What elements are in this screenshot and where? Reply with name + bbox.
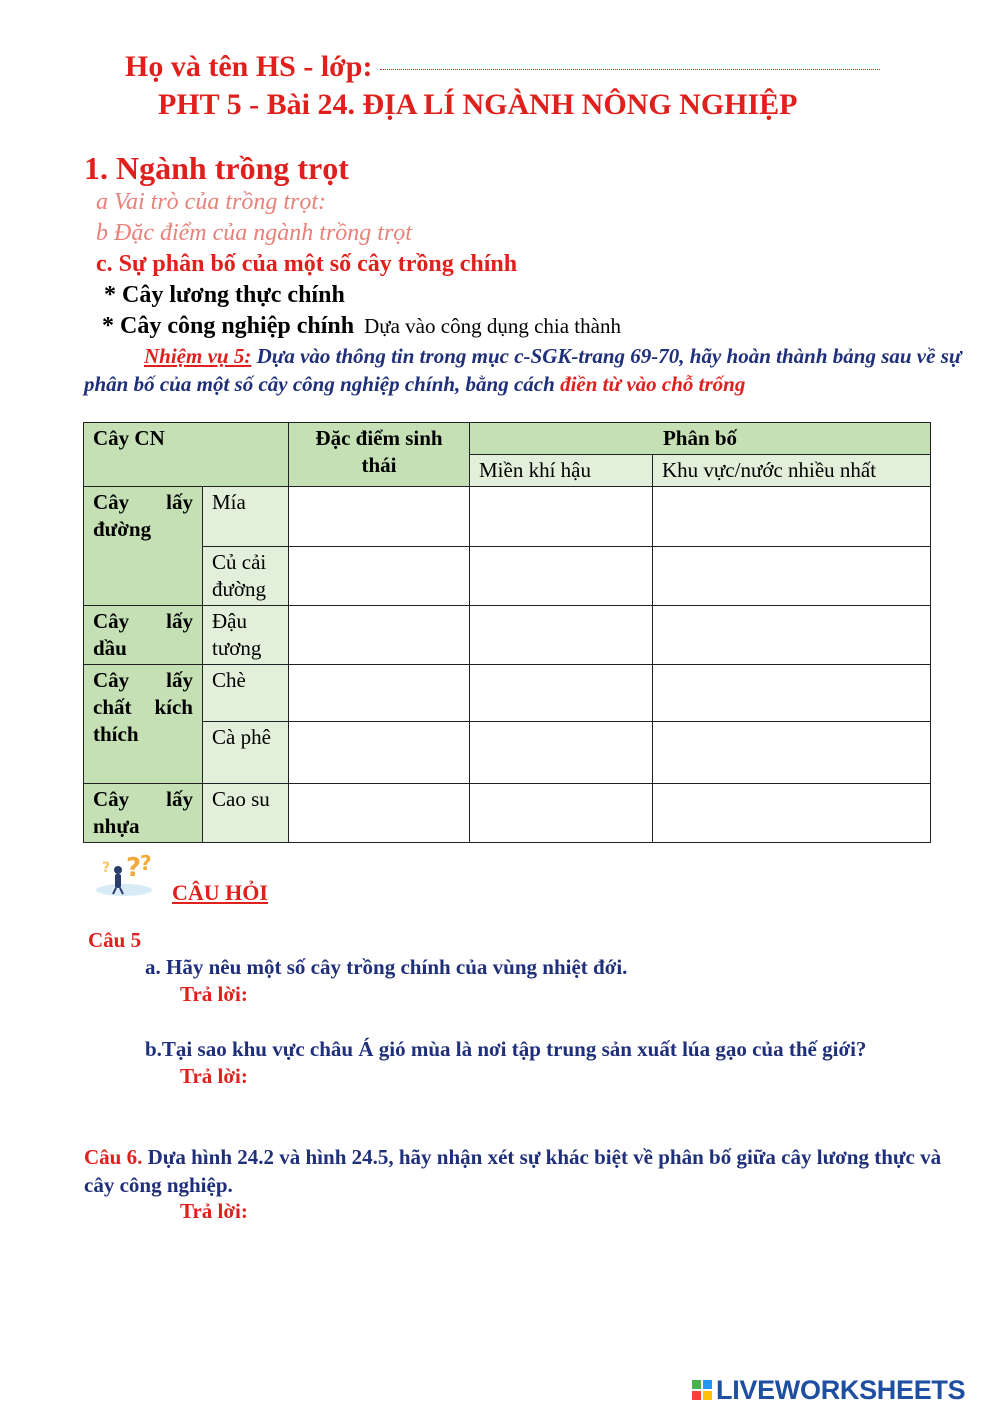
answer-cell[interactable] <box>470 547 653 606</box>
answer-cell[interactable] <box>653 784 931 843</box>
answer-cell[interactable] <box>470 487 653 547</box>
answer-label: Trả lời: <box>180 1064 248 1088</box>
subsection-c: c. Sự phân bố của một số cây trồng chính <box>96 251 518 277</box>
answer-cell[interactable] <box>289 784 470 843</box>
section-heading: 1. Ngành trồng trọt <box>84 150 349 186</box>
liveworksheets-brand: LIVEWORKSHEETS <box>716 1374 966 1405</box>
industrial-crops-label: * Cây công nghiệp chính <box>102 313 355 339</box>
answer-label: Trả lời: <box>180 982 248 1006</box>
crop-sugar-beet: Củ cải đường <box>203 547 289 606</box>
food-crops-heading: * Cây lương thực chính <box>104 282 345 308</box>
questions-heading: CÂU HỎI <box>172 880 268 905</box>
task-text: Dựa vào thông tin trong mục c-SGK-trang 69-70, hãy hoàn thành bảng sau về sự phân bố của một số cây công nghiệp chính, bằng cách <box>84 344 962 396</box>
header-crop: Cây CN <box>84 423 289 487</box>
header-climate: Miền khí hậu <box>470 455 653 487</box>
answer-cell[interactable] <box>653 665 931 722</box>
liveworksheets-logo <box>692 1376 965 1404</box>
student-name-line <box>125 50 880 84</box>
crop-rubber: Cao su <box>203 784 289 843</box>
answer-cell[interactable] <box>653 487 931 547</box>
crop-tea: Chè <box>203 665 289 722</box>
question-person-icon <box>94 850 162 898</box>
svg-text:?: ? <box>102 860 111 876</box>
answer-cell[interactable] <box>289 722 470 784</box>
question-6-label: Câu 6. <box>84 1145 143 1169</box>
answer-cell[interactable] <box>289 606 470 665</box>
task-highlight: điền từ vào chỗ trống <box>560 372 746 396</box>
question-5b: b.Tại sao khu vực châu Á gió mùa là nơi tập trung sản xuất lúa gạo của thế giới? <box>145 1037 867 1061</box>
crop-coffee: Cà phê <box>203 722 289 784</box>
question-5-label: Câu 5 <box>88 928 142 952</box>
question-6-text: Dựa hình 24.2 và hình 24.5, hãy nhận xét sự khác biệt về phân bố giữa cây lương thực và cây công nghiệp. <box>84 1145 942 1197</box>
question-6 <box>84 1143 964 1199</box>
student-name-blank[interactable] <box>380 68 880 70</box>
industrial-crops-note: Dựa vào công dụng chia thành <box>364 314 621 338</box>
answer-cell[interactable] <box>653 547 931 606</box>
crop-soybean: Đậu tương <box>203 606 289 665</box>
answer-cell[interactable] <box>470 606 653 665</box>
answer-cell[interactable] <box>289 547 470 606</box>
category-sugar: Cây lấy đường <box>84 487 203 606</box>
answer-cell[interactable] <box>470 722 653 784</box>
student-name-label: Họ và tên HS - lớp: <box>125 50 373 83</box>
task-label: Nhiệm vụ 5: <box>144 344 252 368</box>
task-instructions <box>84 342 962 398</box>
category-latex: Cây lấy nhựa <box>84 784 203 843</box>
answer-cell[interactable] <box>653 722 931 784</box>
header-distribution: Phân bố <box>470 423 931 455</box>
header-ecology: Đặc điểm sinh thái <box>289 423 470 487</box>
header-region: Khu vực/nước nhiều nhất <box>653 455 931 487</box>
category-stimulant: Cây lấy chất kích thích <box>84 665 203 784</box>
answer-cell[interactable] <box>653 606 931 665</box>
answer-cell[interactable] <box>470 665 653 722</box>
industrial-crops-heading <box>102 313 621 340</box>
subsection-b: b Đặc điểm của ngành trồng trọt <box>96 220 412 246</box>
page-title: PHT 5 - Bài 24. ĐỊA LÍ NGÀNH NÔNG NGHIỆP <box>158 88 798 121</box>
svg-text:?: ? <box>126 853 142 883</box>
crop-sugarcane: Mía <box>203 487 289 547</box>
answer-cell[interactable] <box>289 487 470 547</box>
svg-text:?: ? <box>140 851 152 875</box>
answer-label: Trả lời: <box>180 1199 248 1223</box>
category-oil: Cây lấy dầu <box>84 606 203 665</box>
subsection-a: a Vai trò của trồng trọt: <box>96 189 327 215</box>
industrial-crops-table <box>83 422 931 843</box>
answer-cell[interactable] <box>289 665 470 722</box>
answer-cell[interactable] <box>470 784 653 843</box>
liveworksheets-logo-icon <box>692 1380 712 1400</box>
question-5a: a. Hãy nêu một số cây trồng chính của vùng nhiệt đới. <box>145 955 628 979</box>
